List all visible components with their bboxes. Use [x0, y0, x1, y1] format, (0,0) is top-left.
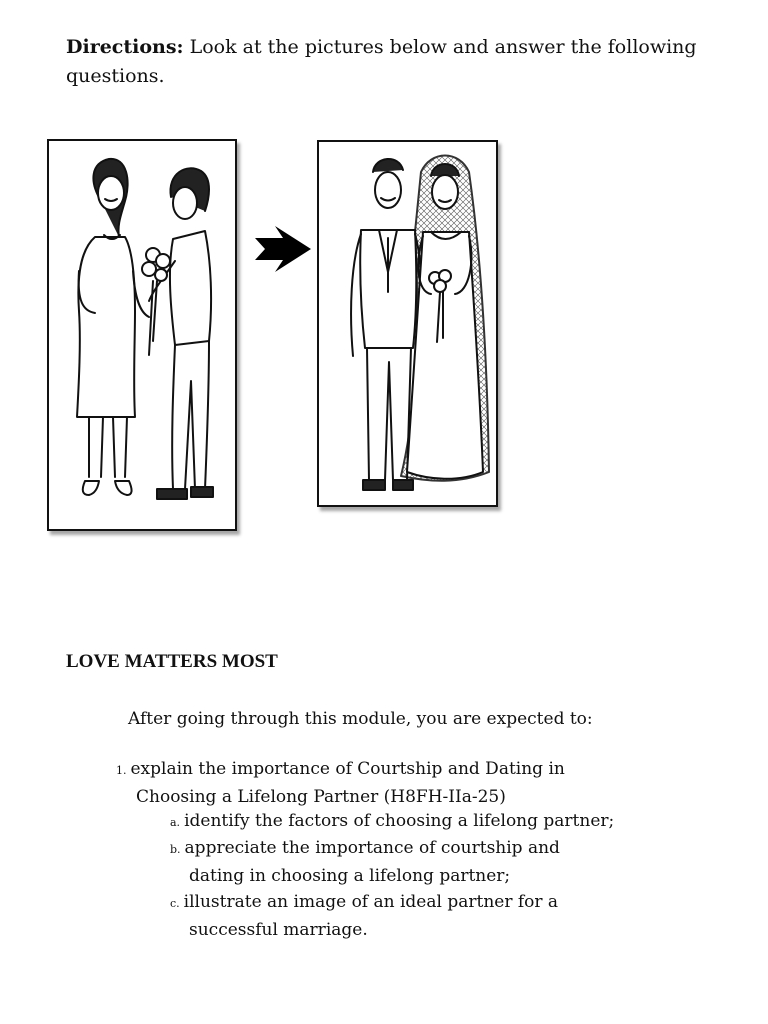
- subobjective-b: [170, 835, 640, 889]
- wedding-couple-drawing: [319, 142, 496, 505]
- objective-1-text-line2: Choosing a Lifelong Partner (H8FH-IIa-25): [136, 787, 506, 807]
- courtship-couple-drawing: [49, 141, 235, 529]
- subobjective-a-text: identify the factors of choosing a lifelong partner;: [184, 811, 615, 831]
- directions-text: Look at the pictures below and answer the following questions.: [66, 36, 697, 87]
- courtship-illustration: [47, 139, 237, 531]
- directions-label: Directions:: [66, 36, 184, 58]
- section-intro: After going through this module, you are expected to:: [128, 709, 593, 729]
- objective-1-text-line1: explain the importance of Courtship and Dating in: [130, 759, 565, 779]
- subobjective-c: [170, 889, 640, 943]
- subobjective-c-text-line2: successful marriage.: [189, 920, 368, 940]
- directions: [66, 33, 706, 91]
- subobjective-c-marker: c.: [170, 897, 180, 910]
- section-title: LOVE MATTERS MOST: [66, 651, 278, 672]
- subobjective-b-text-line1: appreciate the importance of courtship and: [184, 838, 560, 858]
- objective-1-marker: 1.: [116, 764, 127, 777]
- objective-1: [116, 756, 656, 810]
- subobjective-a-marker: a.: [170, 816, 181, 829]
- subobjective-c-text-line1: illustrate an image of an ideal partner for a: [183, 892, 559, 912]
- subobjective-b-marker: b.: [170, 843, 181, 856]
- wedding-illustration: [317, 140, 498, 507]
- subobjective-a: [170, 808, 640, 836]
- right-arrow-icon: [253, 226, 313, 272]
- subobjective-b-text-line2: dating in choosing a lifelong partner;: [189, 866, 511, 886]
